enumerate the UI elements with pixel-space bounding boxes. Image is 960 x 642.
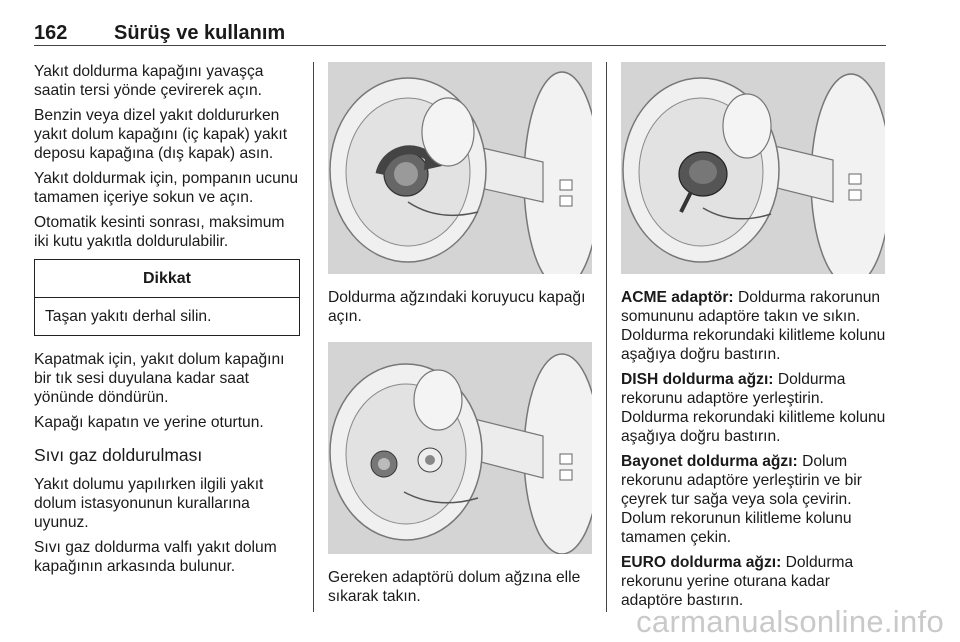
illustration-adapter [328, 342, 592, 554]
section-title: Sürüş ve kullanım [114, 22, 286, 44]
caption-open-protective-cap: Doldurma ağzındaki koruyucu kapağı açın. [328, 289, 586, 325]
caption-screw-adapter: Gereken adaptörü dolum ağzına elle sıkarak takın. [328, 569, 581, 605]
illustration-adapter-fitted [621, 62, 885, 274]
item-acme [621, 288, 887, 364]
paragraph-station-rules: Yakıt dolumu yapılırken ilgili yakıt dolum istasyonunun kurallarına uyunuz. [34, 476, 264, 531]
item-euro-label: EURO doldurma ağzı: [621, 554, 782, 571]
paragraph-close-flap: Kapağı kapatın ve yerine oturtun. [34, 414, 264, 431]
paragraph-close-cap: Kapatmak için, yakıt dolum kapağını bir tık sesi duyulana kadar saat yönünde döndürün. [34, 351, 285, 406]
page-number: 162 [34, 22, 68, 44]
paragraph-hang-cap: Benzin veya dizel yakıt doldururken yakıt dolum kapağını (iç kapak) yakıt deposu kapağına (dış kapak) asın. [34, 107, 288, 162]
column-middle [328, 62, 594, 612]
header-divider [34, 45, 886, 46]
item-bayonet [621, 452, 887, 547]
paragraph-auto-cutoff: Otomatik kesinti sonrası, maksimum iki kutu yakıtla doldurulabilir. [34, 214, 285, 250]
paragraph-open-cap: Yakıt doldurma kapağını yavaşça saatin tersi yönde çevirerek açın. [34, 63, 264, 99]
paragraph-lpg-valve: Sıvı gaz doldurma valfı yakıt dolum kapağının arkasında bulunur. [34, 539, 277, 575]
page-header [34, 8, 886, 46]
column-right [621, 62, 887, 616]
watermark: carmanualsonline.info [636, 604, 944, 639]
item-bayonet-text: Dolum rekorunu adaptöre yerleştirin ve bir çeyrek tur sağa veya sola çevirin. Dolum rekorunun kilitleme kolunu tamamen çekin. [621, 453, 862, 546]
item-dish [621, 370, 887, 446]
warning-text: Taşan yakıtı derhal silin. [45, 308, 212, 325]
item-acme-label: ACME adaptör: [621, 289, 734, 306]
item-dish-text: Doldurma rekorunu adaptöre yerleştirin. Doldurma rekorundaki kilitleme kolunu aşağıya doğru bastırın. [621, 371, 886, 445]
warning-title: Dikkat [35, 260, 299, 298]
column-divider-2 [606, 62, 607, 612]
item-bayonet-label: Bayonet doldurma ağzı: [621, 453, 798, 470]
item-acme-text: Doldurma rakorunun somununu adaptöre takın ve sıkın. Doldurma rekorundaki kilitleme kolunu aşağıya doğru bastırın. [621, 289, 886, 363]
paragraph-insert-nozzle: Yakıt doldurmak için, pompanın ucunu tamamen içeriye sokun ve açın. [34, 170, 299, 206]
column-left [34, 62, 300, 582]
column-divider-1 [313, 62, 314, 612]
item-euro [621, 553, 887, 610]
item-euro-text: Doldurma rekorunu yerine oturana kadar adaptöre bastırın. [621, 554, 854, 609]
item-dish-label: DISH doldurma ağzı: [621, 371, 774, 388]
illustration-open-cap [328, 62, 592, 274]
subheading-lpg: Sıvı gaz doldurulması [34, 445, 203, 465]
warning-box [34, 259, 300, 336]
